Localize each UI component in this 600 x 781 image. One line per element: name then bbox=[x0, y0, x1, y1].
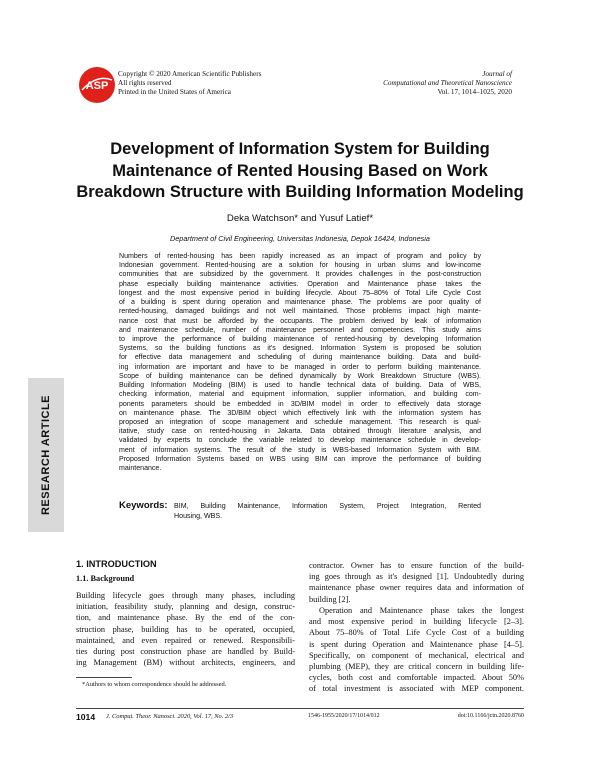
abstract-line: Indonesian government. Rented-housing are a solution for housing in urban slums and low-income bbox=[119, 262, 481, 270]
abstract-line: nance cost that must be afforded by the occupants. The problem derived by leak of information bbox=[119, 317, 481, 325]
abstract-line: maintenance. bbox=[119, 465, 162, 473]
footer-rule bbox=[76, 708, 524, 709]
footer-journal: J. Comput. Theor. Nanosci. 2020, Vol. 17, No. 2/3 bbox=[106, 713, 234, 720]
body-line: struction phase, building has to be operated, occupied, bbox=[76, 624, 295, 634]
body-line: contractor. Owner has to ensure function of the build- bbox=[309, 561, 524, 570]
authors: Deka Watchson* and Yusuf Latief* bbox=[226, 213, 374, 224]
section-heading: 1. INTRODUCTION bbox=[76, 559, 157, 569]
body-line: building [2]. bbox=[309, 594, 351, 604]
journal-name-line2: Computational and Theoretical Nanoscience bbox=[383, 78, 512, 87]
abstract-line: ponents parameters should be embedded in 3D/BIM model in order to effectively data storage bbox=[119, 400, 481, 408]
body-line: initiation, feasibility study, planning and design, construc- bbox=[76, 602, 295, 612]
keywords-line: BIM, Building Maintenance, Information System, Project Integration, Rented bbox=[174, 502, 481, 510]
body-line: tion, and maintenance phase. By the end of the con- bbox=[76, 613, 295, 623]
research-article-label: RESEARCH ARTICLE bbox=[40, 394, 52, 516]
asp-logo bbox=[78, 66, 116, 104]
abstract-line: checking information, material and equipment information, supplier information, and building com- bbox=[119, 391, 481, 399]
journal-info bbox=[383, 70, 512, 96]
abstract-line: for effective data management and scheduling of during maintenance building. Data and build- bbox=[119, 354, 481, 362]
abstract-line: ing information are important and have to be managed in order to perform building maintenance. bbox=[119, 363, 481, 371]
abstract-line: phase especially building maintenance activities. Operation and Maintenance phase takes the bbox=[119, 280, 481, 288]
research-article-tab bbox=[28, 378, 64, 532]
abstract-line: longest and the most expensive period in building lifecycle. About 75–80% of Total Life Cycle Cost bbox=[119, 289, 481, 297]
asp-logo-text: ASP bbox=[85, 80, 109, 92]
title-line: Breakdown Structure with Building Information Modeling bbox=[76, 183, 524, 201]
body-line: ties during post construction phase are handled by Build- bbox=[76, 647, 295, 657]
body-line: ing Management (BM) without architects, engineers, and bbox=[76, 658, 295, 668]
abstract-line: validated by experts to conclude the variable related to develop maintenance schedule in develop- bbox=[119, 437, 481, 445]
keywords bbox=[174, 502, 481, 521]
journal-name-line1: Journal of bbox=[482, 70, 512, 78]
keywords-label: Keywords: bbox=[119, 500, 168, 511]
abstract-line: to improve the performance of building maintenance of rented-housing by developing Information bbox=[119, 335, 481, 343]
copyright-line: Copyright © 2020 American Scientific Publishers bbox=[118, 70, 262, 78]
footnote-rule bbox=[76, 677, 132, 678]
affiliation: Department of Civil Engineering, Universitas Indonesia, Depok 16424, Indonesia bbox=[169, 234, 430, 243]
rights-line: All rights reserved bbox=[118, 78, 172, 87]
body-line: About 75–80% of Total Life Cycle Cost of a building bbox=[309, 628, 524, 638]
subsection-heading: 1.1. Background bbox=[76, 574, 135, 583]
body-line: ing goes through as it's designed [1]. Undoubtedly during bbox=[309, 572, 524, 582]
body-line: plumbing (MEP), they are critical concern in building life- bbox=[309, 661, 524, 671]
title-line: Development of Information System for Building bbox=[110, 140, 490, 158]
page-number: 1014 bbox=[76, 712, 96, 722]
abstract-line: on maintenance phase. The 3D/BIM object which effectively link with the information system has bbox=[119, 409, 481, 417]
publisher-info bbox=[118, 70, 261, 96]
paper-title bbox=[60, 139, 540, 204]
abstract-line: communities that are subsidized by the government. It provides challenges in the post-construction bbox=[119, 271, 481, 279]
printed-line: Printed in the United States of America bbox=[118, 87, 231, 96]
abstract-line: of a building is spent during operation and maintenance phase. The problems are poor quality of bbox=[119, 299, 481, 307]
body-line: Specifically, on component of mechanical, electrical and bbox=[309, 650, 524, 660]
body-line: is spent during Operation and Maintenance phase [4–5]. bbox=[309, 639, 524, 649]
abstract-line: rented-housing, damaged buildings and not well maintained. Those problems impact high mainte- bbox=[119, 308, 481, 316]
abstract bbox=[119, 252, 481, 473]
footer-doi: doi:10.1166/jctn.2020.8760 bbox=[457, 713, 524, 719]
body-line: maintained, and even repaired or renewed. Responsibili- bbox=[76, 635, 295, 645]
title-line: Maintenance of Rented Housing Based on Work bbox=[112, 161, 488, 180]
abstract-line: proposed an integration of scope management and schedule management. This research is qual- bbox=[119, 418, 481, 426]
abstract-line: ment of information systems. The result of the study is WBS-based Information System with BIM. bbox=[119, 446, 481, 454]
footnote: *Authors to whom correspondence should be addressed. bbox=[82, 681, 227, 688]
abstract-line: itative, study case on rented-housing in Jakarta. Data obtained through literature analysis, and bbox=[119, 428, 481, 436]
abstract-line: Scope of building maintenance can be defined dynamically by Work Breakdown Structure (WBS). bbox=[119, 372, 481, 380]
abstract-line: and maintenance schedule, number of maintenance personnel and competencies. This study aims bbox=[119, 326, 481, 334]
left-column bbox=[76, 590, 295, 669]
body-line: Building lifecycle goes through many phases, including bbox=[76, 591, 295, 600]
abstract-line: Building Information Modeling (BIM) is used to handle technical data of building. Data of WBS, bbox=[119, 382, 481, 390]
body-line: maintenance phase owner requires data and information of bbox=[309, 583, 524, 593]
keywords-line: Housing, WBS. bbox=[174, 511, 223, 520]
abstract-line: Numbers of rented-housing has been rapidly increased as an impact of program and policy by bbox=[119, 253, 481, 260]
footer-issn: 1546-1955/2020/17/1014/012 bbox=[308, 713, 380, 719]
body-line: of total investment is associated with MEP component. bbox=[309, 684, 524, 694]
right-column bbox=[309, 560, 524, 695]
journal-volume: Vol. 17, 1014–1025, 2020 bbox=[437, 87, 512, 96]
body-line: Operation and Maintenance phase takes the longest bbox=[319, 605, 524, 615]
abstract-line: Systems, so the building functions as it's designed. Information System is proposed be solution bbox=[119, 345, 481, 353]
abstract-line: Proposed Information Systems based on WBS using BIM can improve the performance of building bbox=[119, 455, 481, 463]
body-line: and most expensive period in building lifecycle [2–3]. bbox=[309, 617, 524, 627]
body-line: cycles, both cost and comfortable impacted. About 50% bbox=[309, 673, 524, 683]
